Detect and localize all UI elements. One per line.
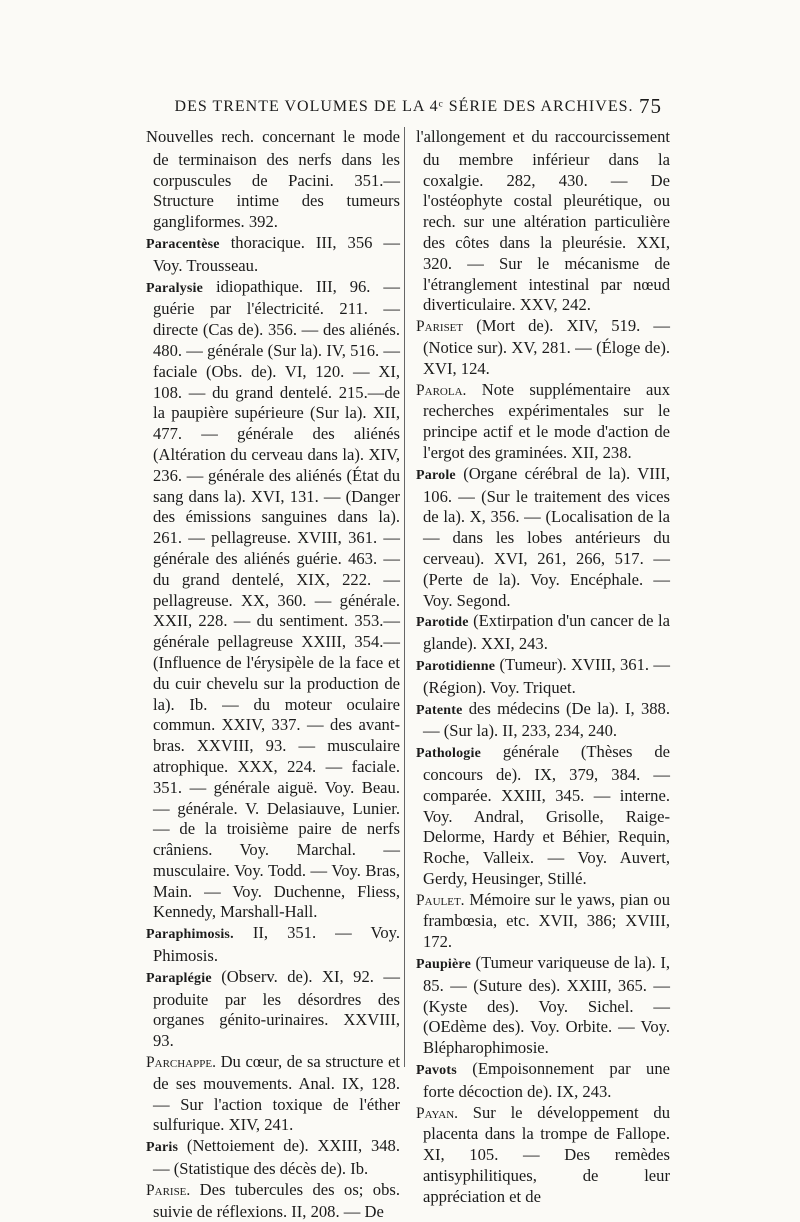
headword: Pavots xyxy=(416,1063,457,1079)
headword: Parole xyxy=(416,467,456,483)
page-number: 75 xyxy=(639,94,662,118)
index-entry: Patente des médecins (De la). I, 388. — (Sur la). II, 233, 234, 240. xyxy=(416,698,670,741)
index-entry: Paralysie idiopathique. III, 96. — guérie par l'électricité. 211. — directe (Cas de). 356. — des aliénés. 480. — générale (Sur la). IV, 516. — faciale (Obs. de). VI, 120. — XI, 108. — du grand dentelé. 215.—de la paupière supérieure (Sur la). XII, 477. — générale des aliénés (Altération du cerveau dans la). XIV, 236. — générale des aliénés (État du sang dans la). XVI, 131. — (Danger des émissions sanguines dans la). 261. — pellagreuse. XVIII, 361. — générale des aliénés guérie. 463. — du grand dentelé, XIX, 222. — pellagreuse. XX, 360. — générale. XXII, 228. — du sentiment. 353.— générale pellagreuse XXIII, 354.— (Influence de l'érysipèle de la face et du cuir chevelu sur la production de la). Ib. — du moteur oculaire commun. XXIV, 337. — des avant-bras. XXVIII, 93. — musculaire atrophique. XXX, 224. — faciale. 351. — générale aiguë. Voy. Beau. — générale. V. Delasiauve, Lunier. — de la troisième paire de nerfs crâniens. Voy. Marchal. — musculaire. Voy. Todd. — Voy. Bras, Main. — Voy. Duchenne, Fliess, Kennedy, Marshall-Hall. xyxy=(146,276,400,922)
index-entry: Pavots (Empoisonnement par une forte décoction de). IX, 243. xyxy=(416,1059,670,1101)
right-column xyxy=(416,127,670,1208)
headword: Paraplégie xyxy=(146,970,212,986)
headword: Paralysie xyxy=(146,280,204,296)
index-entry: Paris (Nettoiement de). XXIII, 348. — (Statistique des décès de). Ib. xyxy=(146,1136,400,1179)
index-entry: l'allongement et du raccourcissement du membre inférieur dans la coxalgie. 282, 430. — De l'ostéophyte costal pleurétique, ou rech. sur une altération particulière des côtes dans la pleurésie. XXI, 320. — Sur le mécanisme de l'étranglement intestinal par nœud diverticulaire. XXV, 242. xyxy=(416,127,670,315)
running-header xyxy=(146,94,662,118)
index-entry: Parole (Organe cérébral de la). VIII, 106. — (Sur le traitement des vices de la). X, 356. — (Localisation de la — dans les lobes antérieurs du cerveau). XVI, 261, 266, 517. — (Perte de la). Voy. Encéphale. — Voy. Segond. xyxy=(416,463,670,610)
index-entry: Parchappe. Du cœur, de sa structure et de ses mouvements. Anal. IX, 128. — Sur l'action toxique de l'éther sulfurique. XIV, 241. xyxy=(146,1052,400,1135)
index-entry: Pariset (Mort de). XIV, 519. — (Notice sur). XV, 281. — (Éloge de). XVI, 124. xyxy=(416,316,670,378)
author-name: Paulet. xyxy=(416,891,465,909)
author-name: Parchappe. xyxy=(146,1054,216,1072)
headword: Paraphimosis. xyxy=(146,927,234,943)
headword: Parotidienne xyxy=(416,658,496,674)
header-title: DES TRENTE VOLUMES DE LA 4ᶜ SÉRIE DES ARCHIVES. xyxy=(174,98,634,115)
index-entry: Pathologie générale (Thèses de concours de). IX, 379, 384. — comparée. XXIII, 345. — interne. Voy. Andral, Grisolle, Raige-Delorme, Hardy et Béhier, Requin, Roche, Valleix. — Voy. Auvert, Gerdy, Heusinger, Stillé. xyxy=(416,742,670,888)
index-entry: Paupière (Tumeur variqueuse de la). I, 85. — (Suture des). XXIII, 365. — (Kyste des). Voy. Sichel. — (OEdème des). Voy. Orbite. — Voy. Blépharophimosie. xyxy=(416,953,670,1058)
index-entry: Paraphimosis. II, 351. — Voy. Phimosis. xyxy=(146,923,400,966)
index-entry: Paraplégie (Observ. de). XI, 92. — produite par les désordres des organes génito-urinaires. XXVIII, 93. xyxy=(146,966,400,1051)
headword: Paupière xyxy=(416,957,472,973)
index-entry: Parise. Des tubercules des os; obs. suivie de réflexions. II, 208. — De xyxy=(146,1179,400,1221)
index-entry: Nouvelles rech. concernant le mode de terminaison des nerfs dans les corpuscules de Pacini. 351.—Structure intime des tumeurs gangliformes. 392. xyxy=(146,127,400,232)
left-column xyxy=(146,127,400,1222)
headword: Paracentèse xyxy=(146,236,220,252)
author-name: Payan. xyxy=(416,1104,459,1122)
headword: Parotide xyxy=(416,615,469,631)
index-entry: Payan. Sur le développement du placenta dans la trompe de Fallope. XI, 105. — Des remèdes antisyphilitiques, de leur appréciation et de xyxy=(416,1102,670,1206)
headword: Paris xyxy=(146,1140,179,1156)
author-name: Parola. xyxy=(416,381,467,399)
author-name: Parise. xyxy=(146,1181,191,1199)
index-entry: Paulet. Mémoire sur le yaws, pian ou frambœsia, etc. XVII, 386; XVIII, 172. xyxy=(416,889,670,952)
index-entry: Parotidienne (Tumeur). XVIII, 361. — (Région). Voy. Triquet. xyxy=(416,654,670,697)
index-entry: Parola. Note supplémentaire aux recherches expérimentales sur le principe actif et le mode d'action de l'ergot des graminées. XII, 238. xyxy=(416,379,670,462)
index-entry: Paracentèse thoracique. III, 356 — Voy. Trousseau. xyxy=(146,232,400,275)
headword: Pathologie xyxy=(416,746,481,762)
column-divider xyxy=(404,127,405,1067)
headword: Patente xyxy=(416,702,463,718)
author-name: Pariset xyxy=(416,318,464,336)
index-entry: Parotide (Extirpation d'un cancer de la glande). XXI, 243. xyxy=(416,611,670,654)
